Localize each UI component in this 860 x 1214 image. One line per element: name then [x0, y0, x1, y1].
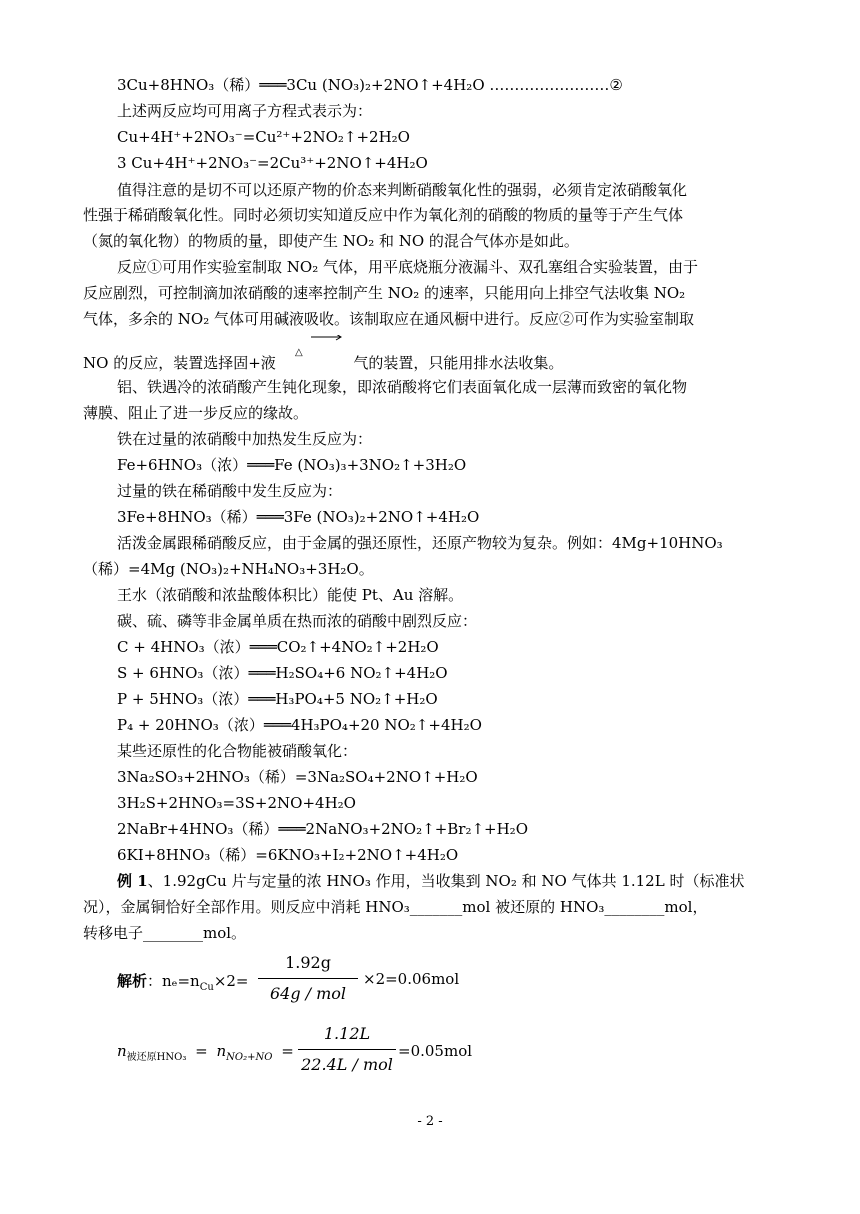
- text-line: 活泼金属跟稀硝酸反应，由于金属的强还原性，还原产物较为复杂。例如：4Mg+10HNO₃: [117, 534, 723, 552]
- formula-eq: =: [195, 1042, 208, 1060]
- text-line: 碳、硫、磷等非金属单质在热而浓的硝酸中剧烈反应：: [117, 612, 478, 630]
- text-line: 铁在过量的浓硝酸中加热发生反应为：: [117, 430, 373, 448]
- example-line: [0, 871, 860, 891]
- arrow-icon: [295, 335, 343, 365]
- text-line: （稀）=4Mg (NO₃)₂+NH₄NO₃+3H₂O。: [83, 560, 374, 578]
- fraction-bar: [298, 1049, 396, 1050]
- equation-line: Fe+6HNO₃（浓）═══Fe (NO₃)₃+3NO₂↑+3H₂O: [117, 456, 467, 474]
- solution-formula-2: [117, 1042, 294, 1063]
- formula-result: ×2=0.06mol: [363, 970, 460, 988]
- text-line: 气体，多余的 NO₂ 气体可用碱液吸收。该制取应在通风橱中进行。反应②可作为实验室制取: [83, 310, 694, 328]
- formula-result: =0.05mol: [398, 1042, 473, 1060]
- equation-line: 3Cu+8HNO₃（稀）═══3Cu (NO₃)₂+2NO↑+4H₂O ……………………②: [117, 76, 623, 94]
- text-line: 性强于稀硝酸氧化性。同时必须切实知道反应中作为氧化剂的硝酸的物质的量等于产生气体: [83, 206, 684, 224]
- equation-line: Cu+4H⁺+2NO₃⁻=Cu²⁺+2NO₂↑+2H₂O: [117, 128, 410, 146]
- formula-sub: 被还原HNO₃: [126, 1052, 187, 1063]
- formula-sub: Cu: [199, 982, 214, 993]
- text-fragment: NO 的反应，装置选择固+液: [83, 354, 276, 372]
- equation-line: 3Na₂SO₃+2HNO₃（稀）=3Na₂SO₄+2NO↑+H₂O: [117, 768, 478, 786]
- formula-text: ：nₑ=n: [147, 972, 200, 990]
- equation-line: 3 Cu+4H⁺+2NO₃⁻=2Cu³⁺+2NO↑+4H₂O: [117, 154, 428, 172]
- text-line: 过量的铁在稀硝酸中发生反应为：: [117, 482, 343, 500]
- svg-text:△: △: [294, 347, 303, 358]
- equation-line: P₄ + 20HNO₃（浓）═══4H₃PO₄+20 NO₂↑+4H₂O: [117, 716, 482, 734]
- formula-sub: NO₂+NO: [226, 1052, 273, 1063]
- example-text: 、1.92gCu 片与定量的浓 HNO₃ 作用，当收集到 NO₂ 和 NO 气体共 1.12L 时（标准状: [147, 872, 745, 890]
- fraction-numerator: 1.12L: [323, 1024, 371, 1043]
- equation-line: C + 4HNO₃（浓）═══CO₂↑+4NO₂↑+2H₂O: [117, 638, 439, 656]
- text-line: [0, 349, 860, 379]
- text-line: 王水（浓硝酸和浓盐酸体积比）能使 Pt、Au 溶解。: [117, 586, 464, 604]
- example-line: 转移电子________mol。: [83, 924, 247, 942]
- text-line: 薄膜、阻止了进一步反应的缘故。: [83, 404, 309, 422]
- fraction-bar: [258, 978, 358, 979]
- solution-label: 解析: [117, 972, 148, 990]
- text-fragment: 气的装置，只能用排水法收集。: [353, 354, 564, 372]
- solution-formula-1: [117, 970, 249, 991]
- text-line: 反应剧烈，可控制滴加浓硝酸的速率控制产生 NO₂ 的速率，只能用向上排空气法收集 NO₂: [83, 284, 686, 302]
- equation-line: 3H₂S+2HNO₃=3S+2NO+4H₂O: [117, 794, 356, 812]
- fraction-denominator: 22.4L / mol: [301, 1055, 393, 1074]
- text-line: 上述两反应均可用离子方程式表示为：: [117, 102, 373, 120]
- formula-var: n: [216, 1042, 227, 1060]
- formula-var: n: [117, 1042, 127, 1060]
- text-line: 反应①可用作实验室制取 NO₂ 气体，用平底烧瓶分液漏斗、双孔塞组合实验装置，由于: [117, 258, 698, 276]
- equation-line: P + 5HNO₃（浓）═══H₃PO₄+5 NO₂↑+H₂O: [117, 690, 438, 708]
- text-line: （氮的氧化物）的物质的量，即使产生 NO₂ 和 NO 的混合气体亦是如此。: [83, 232, 579, 250]
- example-line: 况），金属铜恰好全部作用。则反应中消耗 HNO₃_______mol 被还原的 HNO₃________mol，: [83, 898, 708, 916]
- formula-eq: =: [281, 1042, 294, 1060]
- reaction-arrow-heat: [295, 349, 343, 379]
- equation-line: 3Fe+8HNO₃（稀）═══3Fe (NO₃)₂+2NO↑+4H₂O: [117, 508, 480, 526]
- text-line: 值得注意的是切不可以还原产物的价态来判断硝酸氧化性的强弱，必须肯定浓硝酸氧化: [117, 181, 688, 199]
- equation-line: S + 6HNO₃（浓）═══H₂SO₄+6 NO₂↑+4H₂O: [117, 664, 448, 682]
- formula-text: ×2=: [213, 972, 249, 990]
- example-label: 例 1: [117, 872, 148, 890]
- fraction-denominator: 64g / mol: [269, 984, 347, 1003]
- text-line: 某些还原性的化合物能被硝酸氧化：: [117, 742, 358, 760]
- page-number: - 2 -: [417, 1114, 443, 1129]
- equation-line: 6KI+8HNO₃（稀）=6KNO₃+I₂+2NO↑+4H₂O: [117, 846, 459, 864]
- fraction-numerator: 1.92g: [285, 953, 331, 972]
- text-line: 铝、铁遇冷的浓硝酸产生钝化现象，即浓硝酸将它们表面氧化成一层薄而致密的氧化物: [117, 378, 688, 396]
- equation-line: 2NaBr+4HNO₃（稀）═══2NaNO₃+2NO₂↑+Br₂↑+H₂O: [117, 820, 528, 838]
